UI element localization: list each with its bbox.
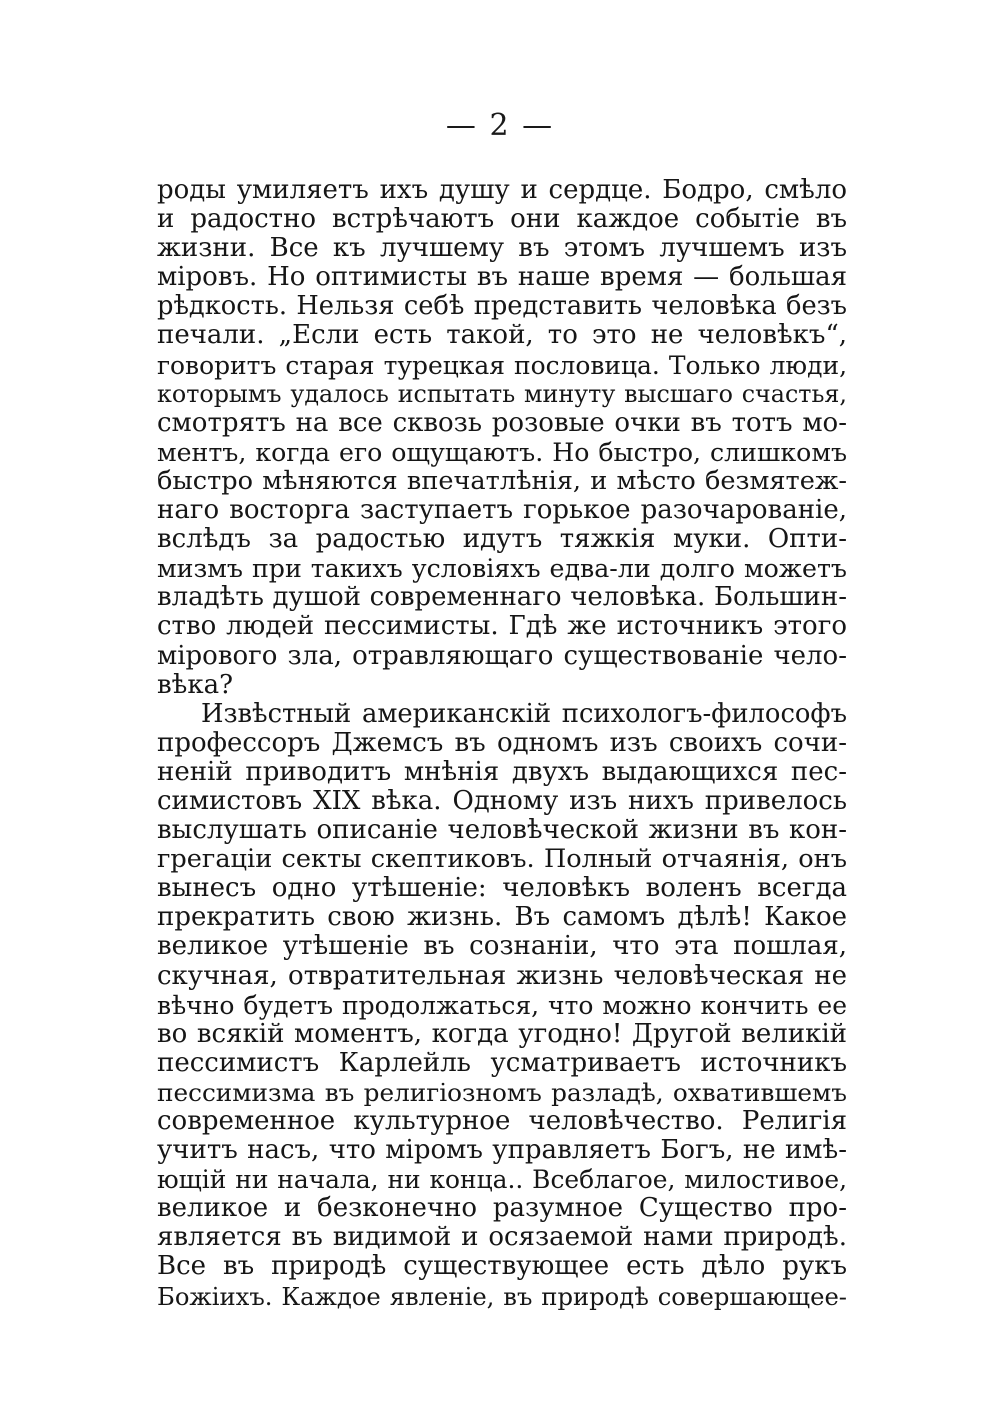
text-line: мірового зла, отравляющаго существованіе чело- — [157, 640, 847, 671]
text-line: вынесъ одно утѣшеніе: человѣкъ воленъ всегда — [157, 873, 847, 904]
text-line: Божіихъ. Каждое явленіе, въ природѣ совершающее- — [157, 1281, 847, 1311]
text-line: грегаціи секты скептиковъ. Полный отчаянія, онъ — [157, 844, 847, 875]
text-line: вслѣдъ за радостью идутъ тяжкія муки. Опти- — [157, 524, 847, 555]
text-line: говоритъ старая турецкая пословица. Только люди, — [157, 350, 847, 380]
text-line: симистовъ XIX вѣка. Одному изъ нихъ привелось — [157, 785, 847, 816]
text-line: смотрятъ на все сквозь розовые очки въ тотъ мо- — [157, 407, 847, 438]
text-line: профессоръ Джемсъ въ одномъ изъ своихъ сочи- — [157, 727, 847, 758]
text-line: быстро мѣняются впечатлѣнія, и мѣсто безмятеж- — [157, 465, 847, 496]
text-line: пессимистъ Карлейль усматриваетъ источникъ — [157, 1047, 847, 1078]
text-line: мизмъ при такихъ условіяхъ едва-ли долго можетъ — [157, 554, 847, 584]
text-line: неній приводитъ мнѣнія двухъ выдающихся пес- — [157, 756, 847, 787]
text-line: пессимизма въ религіозномъ разладѣ, охватившемъ — [157, 1077, 847, 1107]
text-line: и радостно встрѣчаютъ они каждое событіе въ — [157, 204, 847, 235]
text-line: роды умиляетъ ихъ душу и сердце. Бодро, смѣло — [157, 175, 847, 205]
text-line: наго восторга заступаетъ горькое разочарованіе, — [157, 495, 847, 526]
text-line: печали. „Если есть такой, то это не человѣкъ“, — [157, 320, 847, 351]
text-line: современное культурное человѣчество. Религія — [157, 1106, 847, 1136]
page-number: — 2 — — [445, 108, 555, 143]
text-line: ментъ, когда его ощущаютъ. Но быстро, слишкомъ — [157, 437, 847, 467]
text-line: скучная, отвратительная жизнь человѣческая не — [157, 960, 847, 991]
text-line: вѣка? — [157, 669, 234, 700]
text-line: ющій ни начала, ни конца.. Всеблагое, милостивое, — [157, 1165, 847, 1195]
text-line: жизни. Все къ лучшему въ этомъ лучшемъ изъ — [157, 233, 847, 264]
text-line: выслушать описаніе человѣческой жизни въ кон- — [157, 815, 847, 846]
text-line: великое утѣшеніе въ сознаніи, что эта пошлая, — [157, 931, 847, 962]
text-line: вѣчно будетъ продолжаться, что можно кончить ее — [157, 990, 847, 1020]
text-line: прекратить свою жизнь. Въ самомъ дѣлѣ! Какое — [157, 902, 847, 933]
text-line: ство людей пессимисты. Гдѣ же источникъ этого — [157, 611, 847, 642]
text-line: является въ видимой и осязаемой нами природѣ. — [157, 1222, 847, 1253]
text-line: владѣть душой современнаго человѣка. Большин- — [157, 582, 847, 613]
text-line: во всякій моментъ, когда угодно! Другой великій — [157, 1018, 847, 1049]
text-line: міровъ. Но оптимисты въ наше время — большая — [157, 262, 847, 293]
text-line: рѣдкость. Нельзя себѣ представить человѣка безъ — [157, 291, 847, 322]
text-line: великое и безконечно разумное Существо про- — [157, 1193, 847, 1224]
text-line: Все въ природѣ существующее есть дѣло рукъ — [157, 1251, 847, 1282]
body-text — [157, 176, 847, 1311]
text-line: Извѣстный американскій психологъ-философъ — [201, 698, 847, 729]
text-line: которымъ удалось испытать минуту высшаго счастья, — [157, 379, 847, 408]
text-line: учитъ насъ, что міромъ управляетъ Богъ, не имѣ- — [157, 1135, 847, 1166]
